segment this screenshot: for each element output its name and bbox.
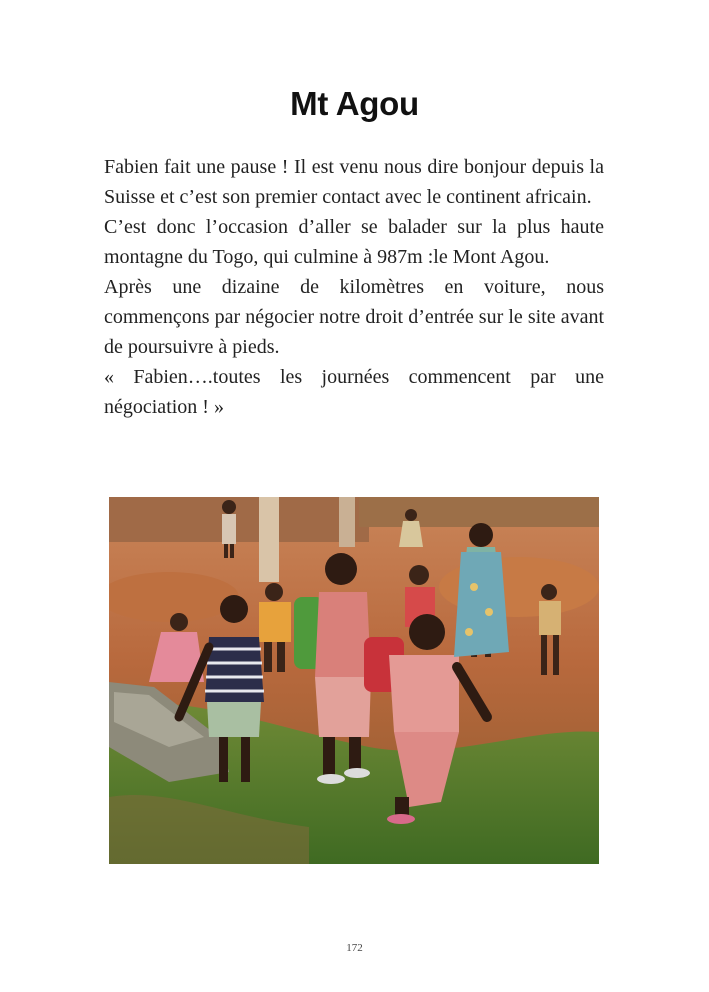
pillar [259, 497, 279, 582]
paragraph: C’est donc l’occasion d’aller se balader sur la plus haute montagne du Togo, qui culmine à 987m :le Mont Agou. [104, 216, 604, 268]
paragraph: Fabien fait une pause ! Il est venu nous dire bonjour depuis la Suisse et c’est son premier contact avec le continent africain. [104, 156, 604, 208]
body-text [104, 152, 604, 422]
paragraph: « Fabien….toutes les journées commencent par une négociation ! » [104, 366, 604, 418]
pillar [339, 497, 355, 547]
paragraph: Après une dizaine de kilomètres en voiture, nous commençons par négocier notre droit d’entrée sur le site avant de poursuivre à pieds. [104, 276, 604, 358]
photo-illustration [109, 497, 599, 864]
wall [359, 497, 599, 527]
page-title: Mt Agou [290, 85, 419, 122]
photo-children-on-hillside [109, 497, 599, 864]
page-number: 172 [346, 942, 363, 954]
building [109, 497, 369, 542]
